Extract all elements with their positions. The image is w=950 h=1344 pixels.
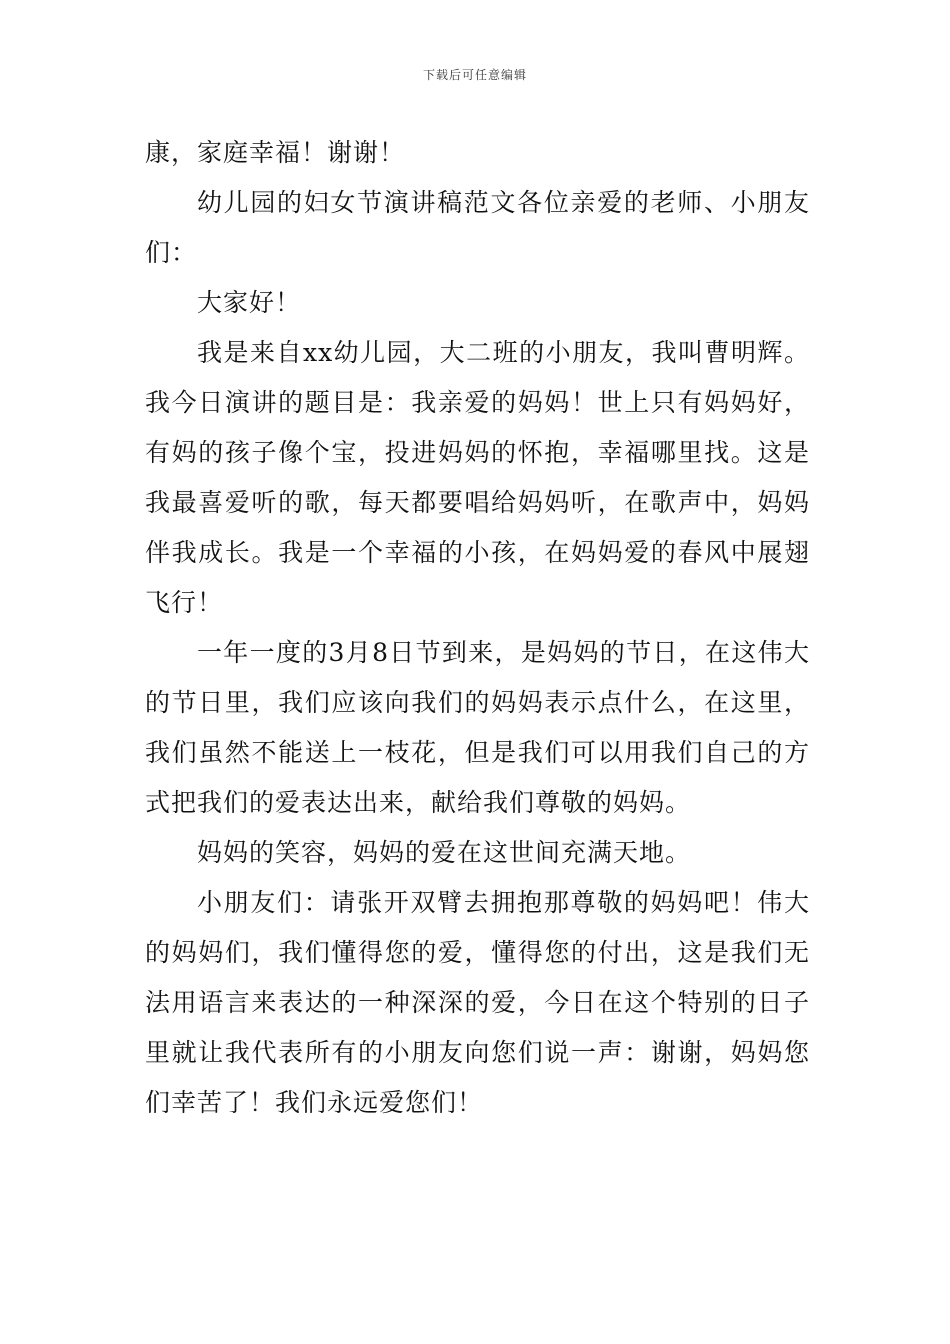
paragraph-closing: 小朋友们：请张开双臂去拥抱那尊敬的妈妈吧！伟大的妈妈们，我们懂得您的爱，懂得您的付出，这是我们无法用语言来表达的一种深深的爱，今日在这个特别的日子里就让我代表所有的小朋友向您们说一声：谢谢，妈妈您们幸苦了！我们永远爱您们！ — [145, 888, 810, 1117]
paragraph-introduction: 我是来自xx幼儿园，大二班的小朋友，我叫曹明辉。我今日演讲的题目是：我亲爱的妈妈！世上只有妈妈好，有妈的孩子像个宝，投进妈妈的怀抱，幸福哪里找。这是我最喜爱听的歌，每天都要唱给妈妈听，在歌声中，妈妈伴我成长。我是一个幸福的小孩，在妈妈爱的春风中展翅飞行！ — [145, 338, 810, 617]
paragraph-womens-day: 一年一度的3月8日节到来，是妈妈的节日，在这伟大的节日里，我们应该向我们的妈妈表示点什么，在这里，我们虽然不能送上一枝花，但是我们可以用我们自己的方式把我们的爱表达出来，献给我们尊敬的妈妈。 — [145, 638, 810, 817]
document-body — [145, 128, 810, 1128]
paragraph-title-greeting: 幼儿园的妇女节演讲稿范文各位亲爱的老师、小朋友们： — [145, 188, 810, 267]
paragraph-hello: 大家好！ — [197, 288, 302, 317]
header-note: 下载后可任意编辑 — [422, 68, 527, 82]
paragraph-continuation: 康，家庭幸福！谢谢！ — [145, 138, 406, 167]
paragraph-mothers-smile: 妈妈的笑容，妈妈的爱在这世间充满天地。 — [197, 838, 692, 867]
